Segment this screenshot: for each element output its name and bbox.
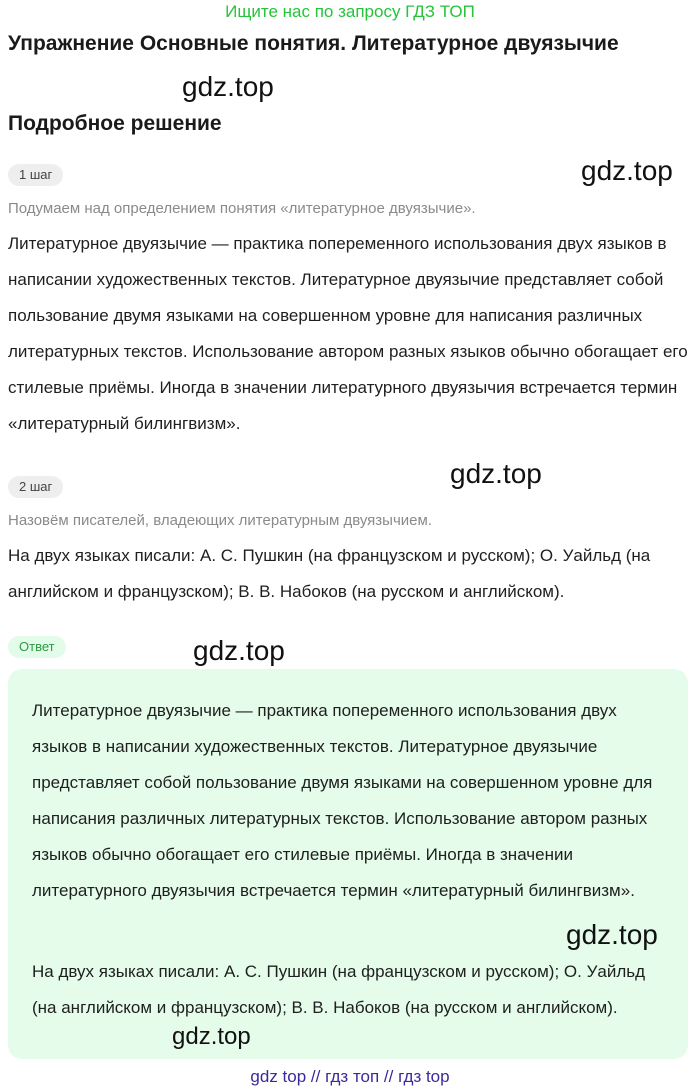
answer-badge-wrap bbox=[8, 636, 66, 658]
step-2-text: На двух языках писали: А. С. Пушкин (на французском и русском); О. Уайльд (на английском и французском); В. В. Набоков (на русском и английском). bbox=[8, 546, 651, 601]
footer-links: gdz top // гдз топ // гдз top bbox=[250, 1067, 450, 1086]
page-title: Упражнение Основные понятия. Литературное двуязычие bbox=[8, 32, 619, 55]
watermark: gdz.top bbox=[193, 635, 285, 666]
answer-paragraph-1: Литературное двуязычие — практика попеременного использования двух языков в написании художественных текстов. Литературное двуязычие представляет собой пользование двумя языками на совершенном уровне для написания различных литературных текстов. Использование автором разных языков обычно обогащает его стилевые приёмы. Иногда в значении литературного двуязычия встречается термин «литературный билингвизм». bbox=[32, 701, 653, 900]
answer-paragraph-2: На двух языках писали: А. С. Пушкин (на французском и русском); О. Уайльд (на английском и французском); В. В. Набоков (на русском и английском). bbox=[32, 962, 646, 1017]
step-2-badge-wrap bbox=[8, 476, 63, 498]
answer-badge: Ответ bbox=[8, 636, 66, 658]
step-1-text: Литературное двуязычие — практика попеременного использования двух языков в написании художественных текстов. Литературное двуязычие представляет собой пользование двумя языками на совершенном уровне для написания различных литературных текстов. Использование автором разных языков обычно обогащает его стилевые приёмы. Иногда в значении литературного двуязычия встречается термин «литературный билингвизм». bbox=[8, 234, 688, 433]
watermark: gdz.top bbox=[581, 155, 673, 186]
promo-banner: Ищите нас по запросу ГДЗ ТОП bbox=[225, 2, 475, 21]
step-2-hint: Назовём писателей, владеющих литературным двуязычием. bbox=[8, 512, 432, 529]
section-title: Подробное решение bbox=[8, 112, 222, 135]
watermark: gdz.top bbox=[566, 919, 658, 950]
step-1-badge: 1 шаг bbox=[8, 164, 63, 186]
step-1-badge-wrap bbox=[8, 164, 63, 186]
step-1-hint: Подумаем над определением понятия «литературное двуязычие». bbox=[8, 200, 476, 217]
step-2-badge: 2 шаг bbox=[8, 476, 63, 498]
watermark: gdz.top bbox=[172, 1023, 251, 1050]
watermark: gdz.top bbox=[450, 458, 542, 489]
watermark: gdz.top bbox=[182, 71, 274, 102]
